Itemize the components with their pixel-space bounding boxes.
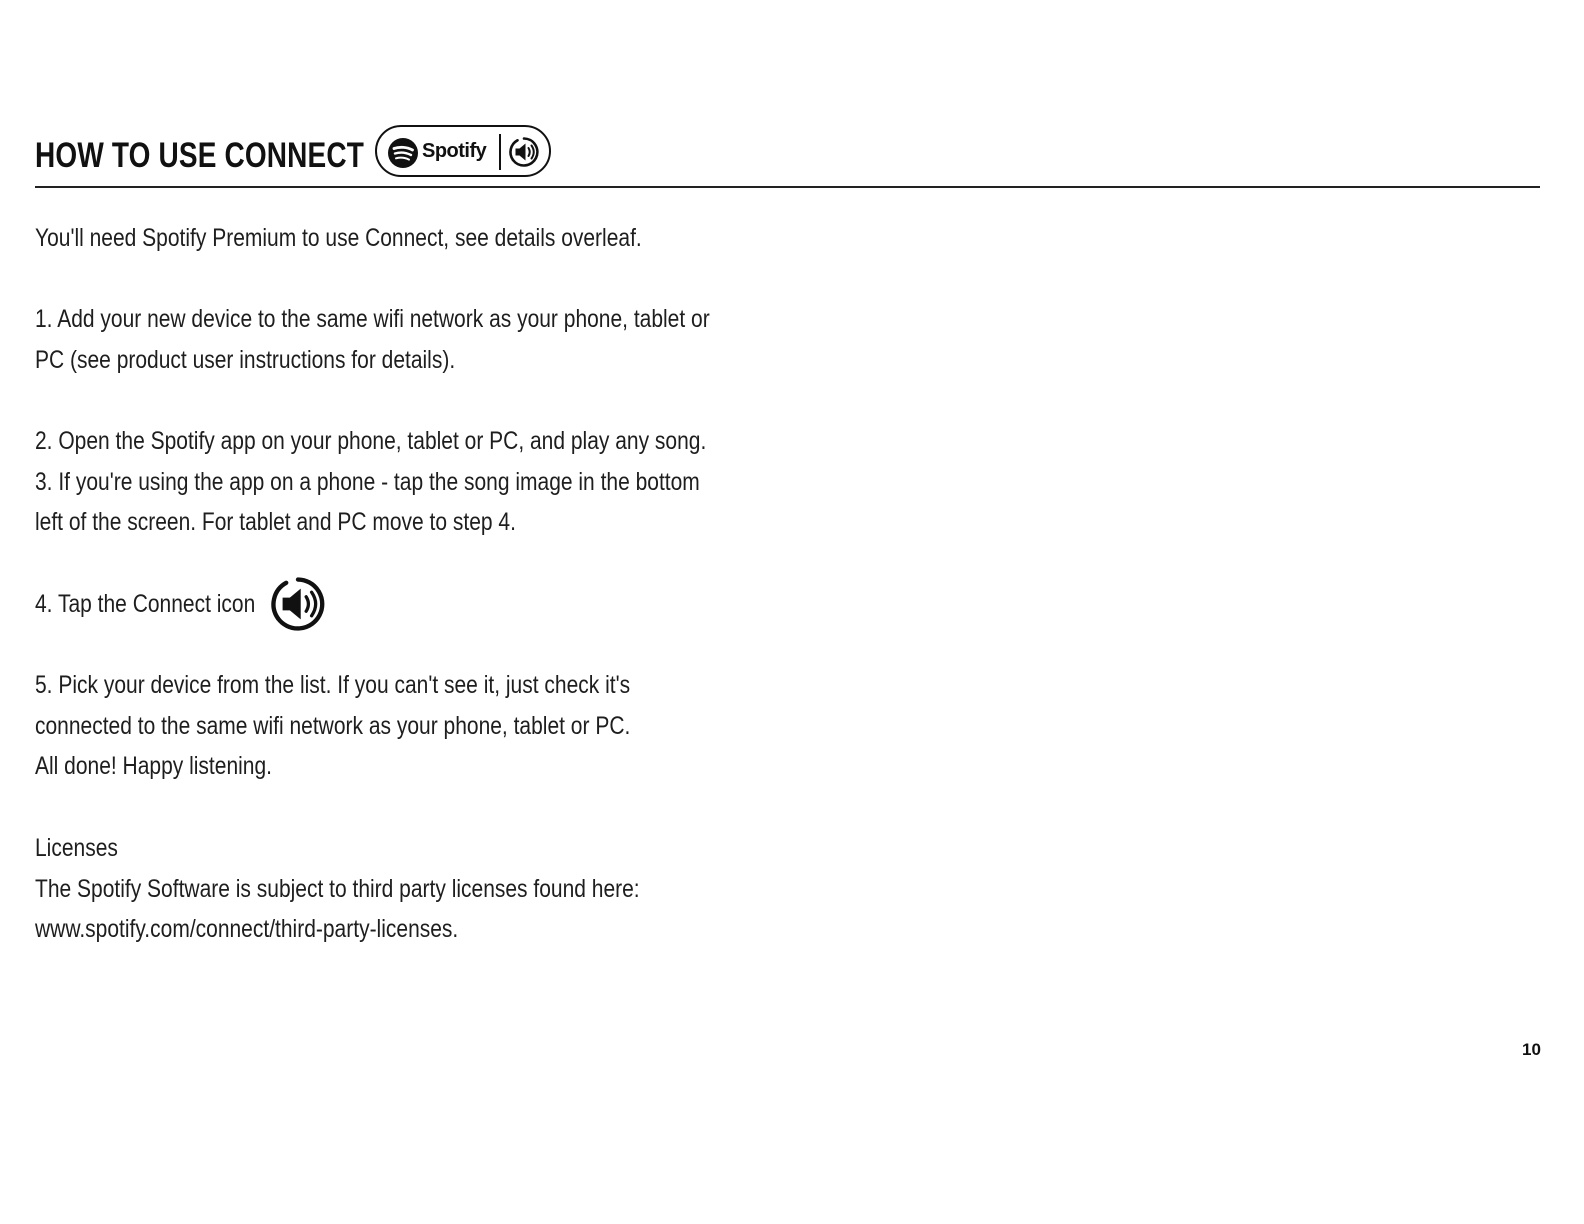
step-3-line-2: left of the screen. For tablet and PC move to step 4.: [35, 508, 516, 537]
step-1-line-2: PC (see product user instructions for details).: [35, 345, 456, 374]
step-5-line-2: connected to the same wifi network as your phone, tablet or PC.: [35, 711, 631, 740]
page-number: 10: [1522, 1040, 1541, 1059]
step-4-line: 4. Tap the Connect icon: [35, 590, 256, 618]
step-5: [35, 665, 630, 787]
speaker-connect-icon: [269, 575, 327, 638]
step-5-line-3: All done! Happy listening.: [35, 752, 272, 781]
title-underline-rule: [35, 186, 1540, 188]
step-1: [35, 299, 710, 380]
licenses-section: [35, 828, 640, 950]
spotify-brand-text: Spotify: [422, 140, 487, 162]
spotify-connect-badge: [375, 125, 551, 177]
spotify-logo-icon: [387, 137, 419, 174]
intro-paragraph: [35, 218, 642, 259]
page-title: HOW TO USE CONNECT: [35, 136, 365, 175]
badge-divider: [499, 134, 501, 170]
licenses-heading: Licenses: [35, 834, 118, 862]
speaker-connect-icon: [508, 136, 540, 173]
intro-line: You'll need Spotify Premium to use Connect, see details overleaf.: [35, 224, 642, 252]
steps-2-3: [35, 421, 706, 543]
step-1-line-1: 1. Add your new device to the same wifi network as your phone, tablet or: [35, 305, 710, 333]
licenses-url: www.spotify.com/connect/third-party-licenses.: [35, 915, 459, 944]
step-2-line: 2. Open the Spotify app on your phone, tablet or PC, and play any song.: [35, 427, 707, 455]
licenses-text: The Spotify Software is subject to third party licenses found here:: [35, 874, 640, 903]
step-5-line-1: 5. Pick your device from the list. If you can't see it, just check it's: [35, 671, 631, 699]
step-4: [35, 584, 255, 625]
step-3-line-1: 3. If you're using the app on a phone - tap the song image in the bottom: [35, 467, 700, 496]
